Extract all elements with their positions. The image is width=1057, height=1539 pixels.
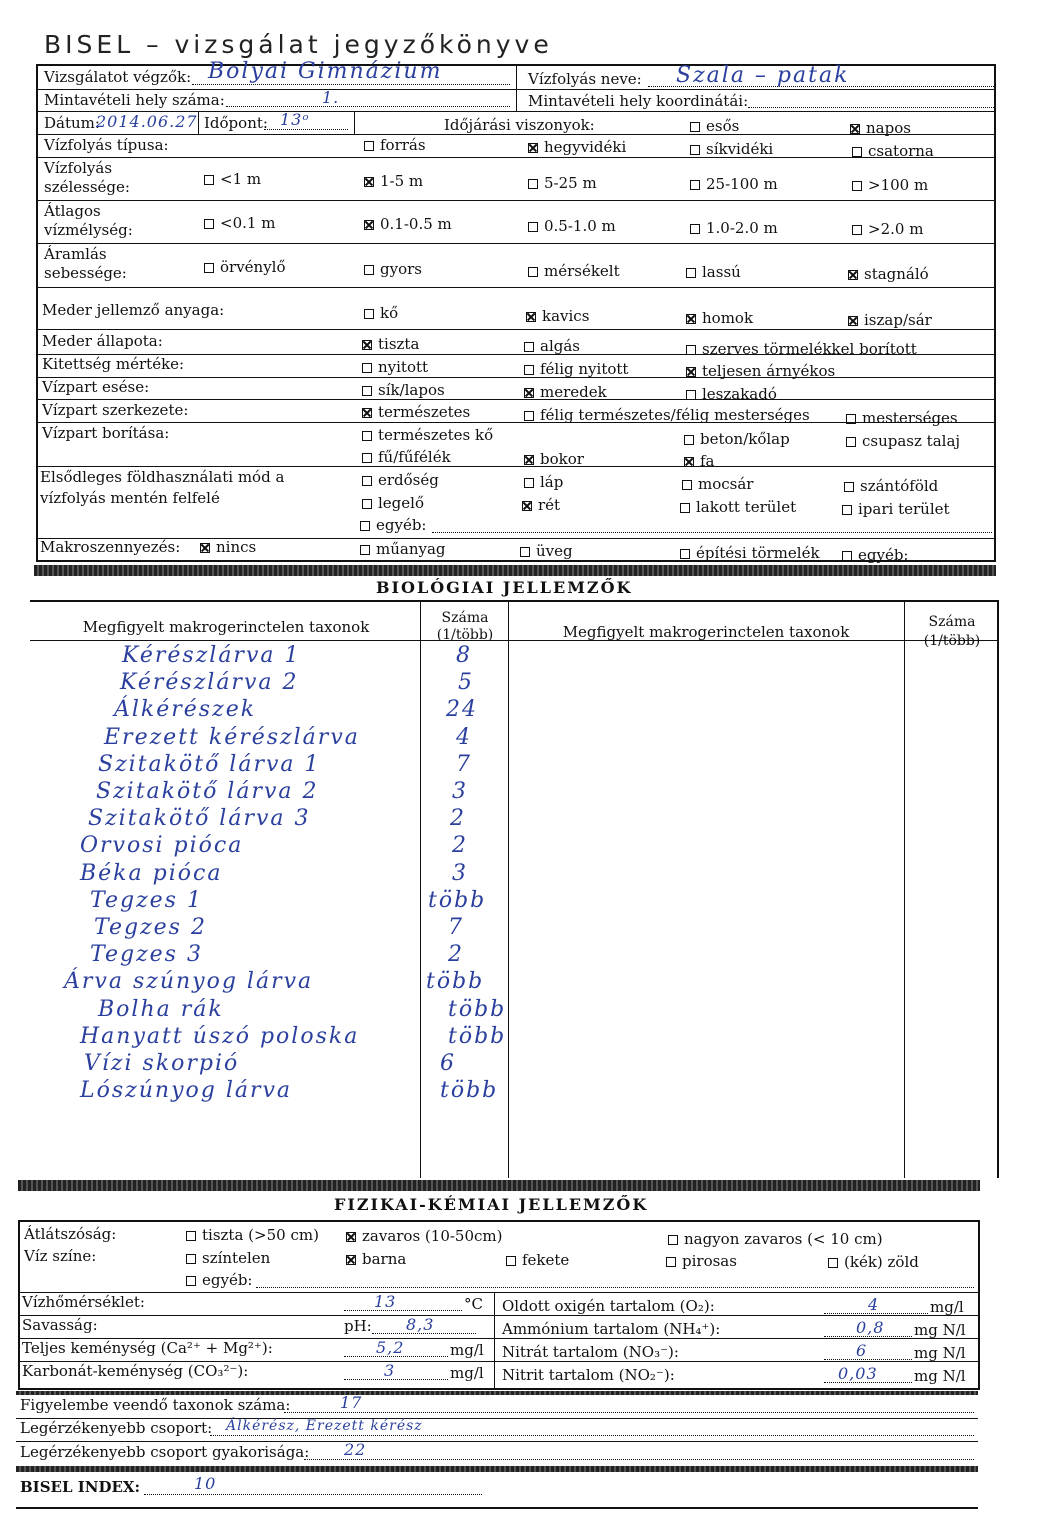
taxon-name[interactable]: Tegzes 1 xyxy=(90,887,203,913)
melyseg-opt-2[interactable]: 0.1-0.5 m xyxy=(364,216,452,233)
taxon-count[interactable]: több xyxy=(448,996,507,1022)
aramlas-opt-1[interactable]: örvénylő xyxy=(204,259,286,276)
atlatszosag-nagyon-option[interactable]: nagyon zavaros (< 10 cm) xyxy=(668,1231,883,1248)
phys-heading: FIZIKAI-KÉMIAI JELLEMZŐK xyxy=(334,1195,649,1214)
taxon-count[interactable]: 7 xyxy=(456,751,472,777)
karbonat-unit: mg/l xyxy=(450,1364,484,1382)
meder-anyag-label: Meder jellemző anyaga: xyxy=(42,301,225,319)
rule xyxy=(36,243,996,244)
taxon-name[interactable]: Tegzes 2 xyxy=(94,915,207,940)
foldhasznalat-label-1: Elsődleges földhasználati mód a xyxy=(40,468,285,486)
szelesseg-label-1: Vízfolyás xyxy=(44,159,113,177)
rule xyxy=(16,1441,978,1442)
melyseg-label-1: Átlagos xyxy=(44,202,101,220)
aramlas-opt-2[interactable]: gyors xyxy=(364,261,422,278)
rule xyxy=(420,600,421,1178)
vizfolyas-nev-value[interactable]: Szala – patak xyxy=(676,63,850,88)
col-szama-right-1: Száma xyxy=(928,614,976,630)
vizpart-esese-meredek-option[interactable]: meredek xyxy=(524,384,607,401)
kitettseg-arnyekos-option[interactable]: teljesen árnyékos xyxy=(686,363,835,380)
ammonium-unit: mg N/l xyxy=(914,1321,966,1339)
bisel-index-value[interactable]: 10 xyxy=(194,1474,217,1493)
melyseg-label-2: vízmélység: xyxy=(44,221,133,239)
vegzo-value[interactable]: Bolyai Gimnázium xyxy=(208,59,443,84)
nitrat-label: Nitrát tartalom (NO₃⁻): xyxy=(502,1343,679,1361)
rule xyxy=(36,399,996,400)
rule xyxy=(36,329,996,330)
rule xyxy=(997,600,999,1178)
section-band xyxy=(18,1180,980,1191)
vizpart-esese-sik-option[interactable]: sík/lapos xyxy=(362,382,445,399)
col-taxon-left: Megfigyelt makrogerinctelen taxonok xyxy=(82,618,370,636)
taxon-name[interactable]: Béka pióca xyxy=(80,860,223,886)
aramlas-opt-4[interactable]: lassú xyxy=(686,264,741,281)
rule xyxy=(516,64,517,111)
gyakorisag-value[interactable]: 22 xyxy=(344,1440,367,1459)
rule xyxy=(16,1507,978,1509)
idojaras-esos-option[interactable]: esős xyxy=(690,118,739,135)
oxigen-label: Oldott oxigén tartalom (O₂): xyxy=(502,1297,715,1315)
meder-allapot-label: Meder állapota: xyxy=(42,332,163,350)
rule xyxy=(18,1315,980,1316)
col-szama-right-2: (1/több) xyxy=(923,633,981,649)
szin-egyeb-line[interactable] xyxy=(256,1287,974,1288)
section-band xyxy=(16,1391,978,1395)
vizpart-esese-leszakado-option[interactable]: leszakadó xyxy=(686,386,777,403)
vizpart-esese-label: Vízpart esése: xyxy=(42,378,150,396)
melyseg-opt-4[interactable]: 1.0-2.0 m xyxy=(690,220,778,237)
ammonium-label: Ammónium tartalom (NH₄⁺): xyxy=(502,1320,721,1338)
kemenyseg-unit: mg/l xyxy=(450,1341,484,1359)
taxon-count[interactable]: 2 xyxy=(450,806,466,832)
aramlas-opt-3[interactable]: mérsékelt xyxy=(528,263,620,280)
taxon-count[interactable]: 24 xyxy=(446,697,478,723)
nitrit-label: Nitrit tartalom (NO₂⁻): xyxy=(502,1366,675,1384)
vizhomerseklet-line xyxy=(344,1310,462,1311)
ph-prefix: pH: xyxy=(344,1317,372,1335)
taxon-count[interactable]: több xyxy=(428,887,487,913)
rule xyxy=(904,600,905,1178)
nitrat-line xyxy=(824,1359,912,1360)
oxigen-unit: mg/l xyxy=(930,1298,964,1316)
rule xyxy=(30,600,998,602)
kitettseg-nyitott-option[interactable]: nyitott xyxy=(362,359,428,376)
nitrit-value[interactable]: 0,03 xyxy=(838,1364,878,1383)
checkbox[interactable] xyxy=(690,122,700,132)
aramlas-label-2: sebessége: xyxy=(44,264,127,282)
meder-allapot-algas-option[interactable]: algás xyxy=(524,338,580,355)
tipus-hegyvideki-option[interactable]: hegyvidéki xyxy=(528,139,626,156)
szin-pirosas-option[interactable]: pirosas xyxy=(666,1253,737,1270)
rule xyxy=(198,111,199,134)
fold-egyeb-line[interactable] xyxy=(432,532,992,533)
rule xyxy=(36,200,996,201)
atlatszosag-zavaros-option[interactable]: zavaros (10-50cm) xyxy=(346,1228,503,1245)
boritas-beton-option[interactable]: beton/kőlap xyxy=(684,431,790,448)
taxon-name[interactable]: Szitakötő lárva 2 xyxy=(96,779,319,804)
vizpart-szerk-felig-option[interactable]: félig természetes/félig mesterséges xyxy=(524,407,810,424)
fold-legelo-option[interactable]: legelő xyxy=(362,495,424,512)
datum-label: Dátum: xyxy=(44,114,100,132)
fold-egyeb-option[interactable]: egyéb: xyxy=(360,517,427,534)
taxon-count[interactable]: 3 xyxy=(452,779,468,804)
karbonat-value[interactable]: 3 xyxy=(384,1361,396,1380)
col-szama-left-2: (1/több) xyxy=(436,627,494,643)
taxon-count[interactable]: 3 xyxy=(452,860,468,886)
makro-egyeb-option[interactable]: egyéb: xyxy=(842,547,909,564)
szin-zold-option[interactable]: (kék) zöld xyxy=(828,1254,919,1271)
idopont-value[interactable]: 13ᵒ xyxy=(280,110,310,129)
rule xyxy=(18,1292,980,1293)
makro-muanyag-option[interactable]: műanyag xyxy=(360,541,446,558)
taxon-name[interactable]: Tegzes 3 xyxy=(90,942,203,968)
vizpart-szerk-label: Vízpart szerkezete: xyxy=(42,401,189,419)
tipus-label: Vízfolyás típusa: xyxy=(44,136,169,154)
taxon-count[interactable]: 8 xyxy=(456,643,472,668)
vegzo-label: Vizsgálatot végzők: xyxy=(44,68,192,86)
szelesseg-opt-1[interactable]: <1 m xyxy=(204,171,261,188)
ammonium-value[interactable]: 0,8 xyxy=(856,1318,885,1337)
taxon-count[interactable]: több xyxy=(426,969,485,995)
boritas-fu-option[interactable]: fű/fűfélék xyxy=(362,449,451,466)
boritas-bokor-option[interactable]: bokor xyxy=(524,451,584,468)
fold-lakott-option[interactable]: lakott terület xyxy=(680,499,796,516)
taxon-name[interactable]: Szitakötő lárva 3 xyxy=(88,806,311,832)
idojaras-napos-option[interactable]: napos xyxy=(850,120,911,137)
szin-barna-option[interactable]: barna xyxy=(346,1251,406,1268)
nitrat-value[interactable]: 6 xyxy=(856,1341,868,1360)
atlatszosag-tiszta-option[interactable]: tiszta (>50 cm) xyxy=(186,1227,319,1244)
szelesseg-opt-4[interactable]: 25-100 m xyxy=(690,176,778,193)
meder-allapot-szerves-option[interactable]: szerves törmelékkel borított xyxy=(686,341,917,358)
meder-anyag-ko-option[interactable]: kő xyxy=(364,305,398,322)
rule xyxy=(36,377,996,378)
taxon-name[interactable]: Bolha rák xyxy=(98,996,224,1022)
szin-szintelen-option[interactable]: színtelen xyxy=(186,1250,270,1267)
boritas-ko-option[interactable]: természetes kő xyxy=(362,427,493,444)
rule xyxy=(354,111,355,134)
vizpart-szerk-mesterseges-option[interactable]: mesterséges xyxy=(846,410,958,427)
col-szama-left-1: Száma xyxy=(441,610,489,626)
taxon-count[interactable]: több xyxy=(448,1023,507,1049)
meder-anyag-kavics-option[interactable]: kavics xyxy=(526,308,589,325)
taxon-name[interactable]: Orvosi pióca xyxy=(80,833,244,859)
csoport-value[interactable]: Álkérész, Erezett kérész xyxy=(226,1418,423,1434)
hely-szama-value[interactable]: 1. xyxy=(322,88,340,107)
boritas-fa-option[interactable]: fa xyxy=(684,453,715,470)
aramlas-label-1: Áramlás xyxy=(44,245,107,263)
szin-fekete-option[interactable]: fekete xyxy=(506,1252,569,1269)
col-taxon-right: Megfigyelt makrogerinctelen taxonok xyxy=(562,623,850,641)
szelesseg-opt-5[interactable]: >100 m xyxy=(852,177,928,194)
foldhasznalat-label-2: vízfolyás mentén felfelé xyxy=(40,489,220,507)
bisel-index-label: BISEL INDEX: xyxy=(20,1478,141,1496)
taxon-name[interactable]: Hanyatt úszó poloska xyxy=(80,1023,360,1049)
viz-szine-label: Víz színe: xyxy=(24,1247,97,1265)
vizhomerseklet-value[interactable]: 13 xyxy=(374,1292,397,1311)
taxon-name[interactable]: Álkérészek xyxy=(114,697,257,723)
kemenyseg-value[interactable]: 5,2 xyxy=(376,1338,405,1357)
koordinata-label: Mintavételi hely koordinátái: xyxy=(528,92,749,110)
taxon-count[interactable]: több xyxy=(440,1078,499,1104)
taxon-name[interactable]: Vízi skorpió xyxy=(84,1051,240,1076)
szelesseg-opt-2[interactable]: 1-5 m xyxy=(364,173,423,190)
atlatszosag-label: Átlátszóság: xyxy=(24,1225,117,1243)
nitrit-unit: mg N/l xyxy=(914,1367,966,1385)
taxon-name[interactable]: Lószúnyog lárva xyxy=(80,1078,293,1104)
fold-szantofold-option[interactable]: szántóföld xyxy=(844,478,938,495)
section-band xyxy=(34,565,996,576)
gyakorisag-label: Legérzékenyebb csoport gyakorisága: xyxy=(20,1443,310,1461)
oxigen-value[interactable]: 4 xyxy=(868,1295,880,1314)
taxon-name[interactable]: Erezett kérészlárva xyxy=(104,724,360,750)
fold-ipari-option[interactable]: ipari terület xyxy=(842,501,950,518)
fold-mocsar-option[interactable]: mocsár xyxy=(682,476,753,493)
taxon-name[interactable]: Kérészlárva 1 xyxy=(122,643,301,668)
tipus-sikvideki-option[interactable]: síkvidéki xyxy=(690,141,773,158)
aramlas-opt-5[interactable]: stagnáló xyxy=(848,266,929,283)
taxon-name[interactable]: Árva szúnyog lárva xyxy=(64,969,314,995)
taxonok-value[interactable]: 17 xyxy=(340,1393,363,1412)
hely-szama-line xyxy=(226,106,510,107)
taxon-count[interactable]: 7 xyxy=(448,915,464,940)
fold-lap-option[interactable]: láp xyxy=(524,474,563,491)
csoport-label: Legérzékenyebb csoport: xyxy=(20,1419,213,1437)
karbonat-label: Karbonát-keménység (CO₃²⁻): xyxy=(22,1362,249,1380)
meder-anyag-iszap-option[interactable]: iszap/sár xyxy=(848,312,932,329)
savassag-label: Savasság: xyxy=(22,1316,98,1334)
szelesseg-opt-3[interactable]: 5-25 m xyxy=(528,175,597,192)
vegzo-line xyxy=(192,84,510,85)
taxon-count[interactable]: 4 xyxy=(456,724,472,750)
taxonok-line xyxy=(284,1412,974,1413)
szin-egyeb-option[interactable]: egyéb: xyxy=(186,1272,253,1289)
koordinata-line[interactable] xyxy=(748,107,994,108)
makro-nincs-option[interactable]: nincs xyxy=(200,539,256,556)
makro-uveg-option[interactable]: üveg xyxy=(520,543,573,560)
checked-checkbox[interactable] xyxy=(850,124,860,134)
rule xyxy=(36,466,996,467)
tipus-forras-option[interactable]: forrás xyxy=(364,137,426,154)
rule xyxy=(494,1292,495,1390)
kitettseg-label: Kitettség mértéke: xyxy=(42,355,185,373)
datum-value[interactable]: 2014.06.27 xyxy=(96,112,198,131)
kemenyseg-label: Teljes keménység (Ca²⁺ + Mg²⁺): xyxy=(22,1339,273,1357)
rule xyxy=(508,600,509,1178)
savassag-value[interactable]: 8,3 xyxy=(406,1315,435,1334)
taxonok-label: Figyelembe veendő taxonok száma: xyxy=(20,1396,291,1414)
taxon-count[interactable]: 2 xyxy=(448,942,464,968)
nitrat-unit: mg N/l xyxy=(914,1344,966,1362)
taxon-count[interactable]: 5 xyxy=(458,670,474,696)
bio-heading: BIOLÓGIAI JELLEMZŐK xyxy=(376,578,633,597)
makro-epitesi-option[interactable]: építési törmelék xyxy=(680,545,820,562)
melyseg-opt-3[interactable]: 0.5-1.0 m xyxy=(528,218,616,235)
vizpart-szerk-termeszetes-option[interactable]: természetes xyxy=(362,404,470,421)
kitettseg-felig-option[interactable]: félig nyitott xyxy=(524,361,628,378)
meder-anyag-homok-option[interactable]: homok xyxy=(686,310,753,327)
gyakorisag-line xyxy=(304,1459,974,1460)
fold-erdoseg-option[interactable]: erdőség xyxy=(362,472,439,489)
taxon-name[interactable]: Szitakötő lárva 1 xyxy=(98,751,321,777)
rule xyxy=(30,640,998,641)
vizfolyas-nev-label: Vízfolyás neve: xyxy=(528,70,642,88)
page-title: BISEL – vizsgálat jegyzőkönyve xyxy=(44,30,553,59)
vizpart-boritas-label: Vízpart borítása: xyxy=(42,424,170,442)
taxon-name[interactable]: Kérészlárva 2 xyxy=(120,670,299,696)
idopont-label: Időpont: xyxy=(204,114,268,132)
rule xyxy=(36,287,996,288)
vizhomerseklet-label: Vízhőmérséklet: xyxy=(22,1293,145,1311)
fold-ret-option[interactable]: rét xyxy=(522,497,560,514)
vizhomerseklet-unit: °C xyxy=(464,1295,483,1313)
taxon-count[interactable]: 2 xyxy=(452,833,468,859)
hely-szama-label: Mintavételi hely száma: xyxy=(44,91,225,109)
melyseg-opt-1[interactable]: <0.1 m xyxy=(204,215,275,232)
section-band xyxy=(16,1466,978,1472)
meder-allapot-tiszta-option[interactable]: tiszta xyxy=(362,336,419,353)
boritas-csupasz-option[interactable]: csupasz talaj xyxy=(846,433,960,450)
taxon-count[interactable]: 6 xyxy=(440,1051,456,1076)
szelesseg-label-2: szélessége: xyxy=(44,178,130,196)
idojaras-label: Időjárási viszonyok: xyxy=(444,116,595,134)
makro-label: Makroszennyezés: xyxy=(40,538,181,556)
tipus-csatorna-option[interactable]: csatorna xyxy=(852,143,934,160)
karbonat-line xyxy=(344,1379,448,1380)
melyseg-opt-5[interactable]: >2.0 m xyxy=(852,221,923,238)
